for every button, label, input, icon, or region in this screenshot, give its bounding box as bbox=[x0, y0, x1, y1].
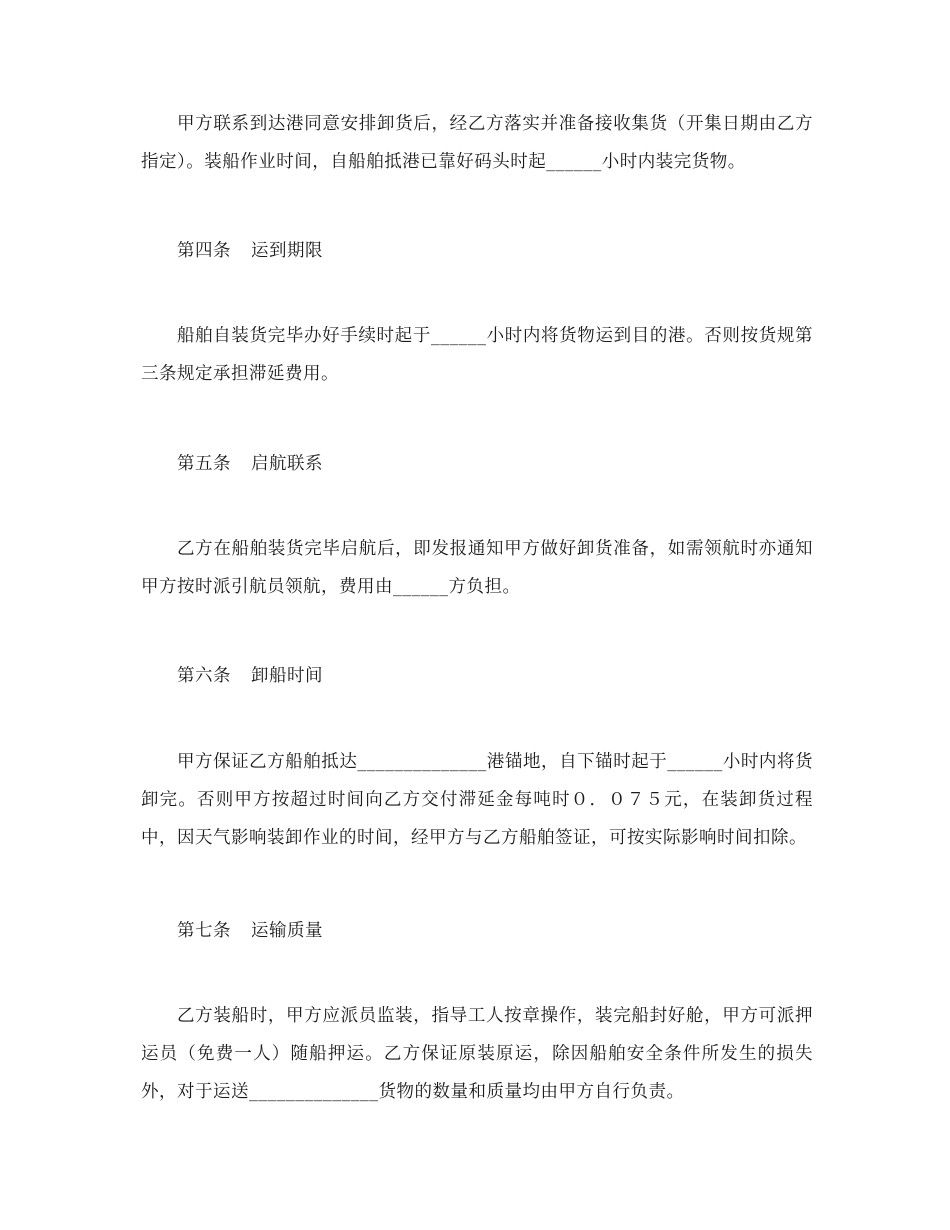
paragraph-transport-quality: 乙方装船时，甲方应派员监装，指导工人按章操作，装完船封好舱，甲方可派押运员（免费一人）随船押运。乙方保证原装原运，除因船舶安全条件所发生的损失外，对于运送______________货物的数量和质量均由甲方自行负责。 bbox=[141, 1006, 813, 1102]
paragraph-departure-contact: 乙方在船舶装货完毕启航后，即发报通知甲方做好卸货准备，如需领航时亦通知甲方按时派引航员领航，费用由______方负担。 bbox=[141, 539, 813, 597]
article-number: 第五条 bbox=[177, 454, 231, 474]
paragraph-loading-time: 甲方联系到达港同意安排卸货后，经乙方落实并准备接收集货（开集日期由乙方指定）。装船作业时间，自船舶抵港已靠好码头时起______小时内装完货物。 bbox=[141, 114, 813, 172]
paragraph-unloading-time: 甲方保证乙方船舶抵达______________港锚地，自下锚时起于______小时内将货卸完。否则甲方按超过时间向乙方交付滞延金每吨时０．０７５元，在装卸货过程中，因天气影响装卸作业的时间，经甲方与乙方船舶签证，可按实际影响时间扣除。 bbox=[141, 752, 813, 848]
article-number: 第四条 bbox=[177, 241, 231, 261]
article-title: 启航联系 bbox=[251, 454, 323, 474]
paragraph-delivery-deadline: 船舶自装货完毕办好手续时起于______小时内将货物运到目的港。否则按货规第三条规定承担滞延费用。 bbox=[141, 326, 813, 384]
article-4-heading bbox=[177, 232, 323, 270]
article-5-heading bbox=[177, 445, 323, 483]
article-title: 运输质量 bbox=[251, 921, 323, 941]
article-number: 第六条 bbox=[177, 666, 231, 686]
article-6-heading bbox=[177, 657, 323, 695]
article-title: 运到期限 bbox=[251, 241, 323, 261]
article-7-heading bbox=[177, 912, 323, 950]
article-number: 第七条 bbox=[177, 921, 231, 941]
article-title: 卸船时间 bbox=[251, 666, 323, 686]
